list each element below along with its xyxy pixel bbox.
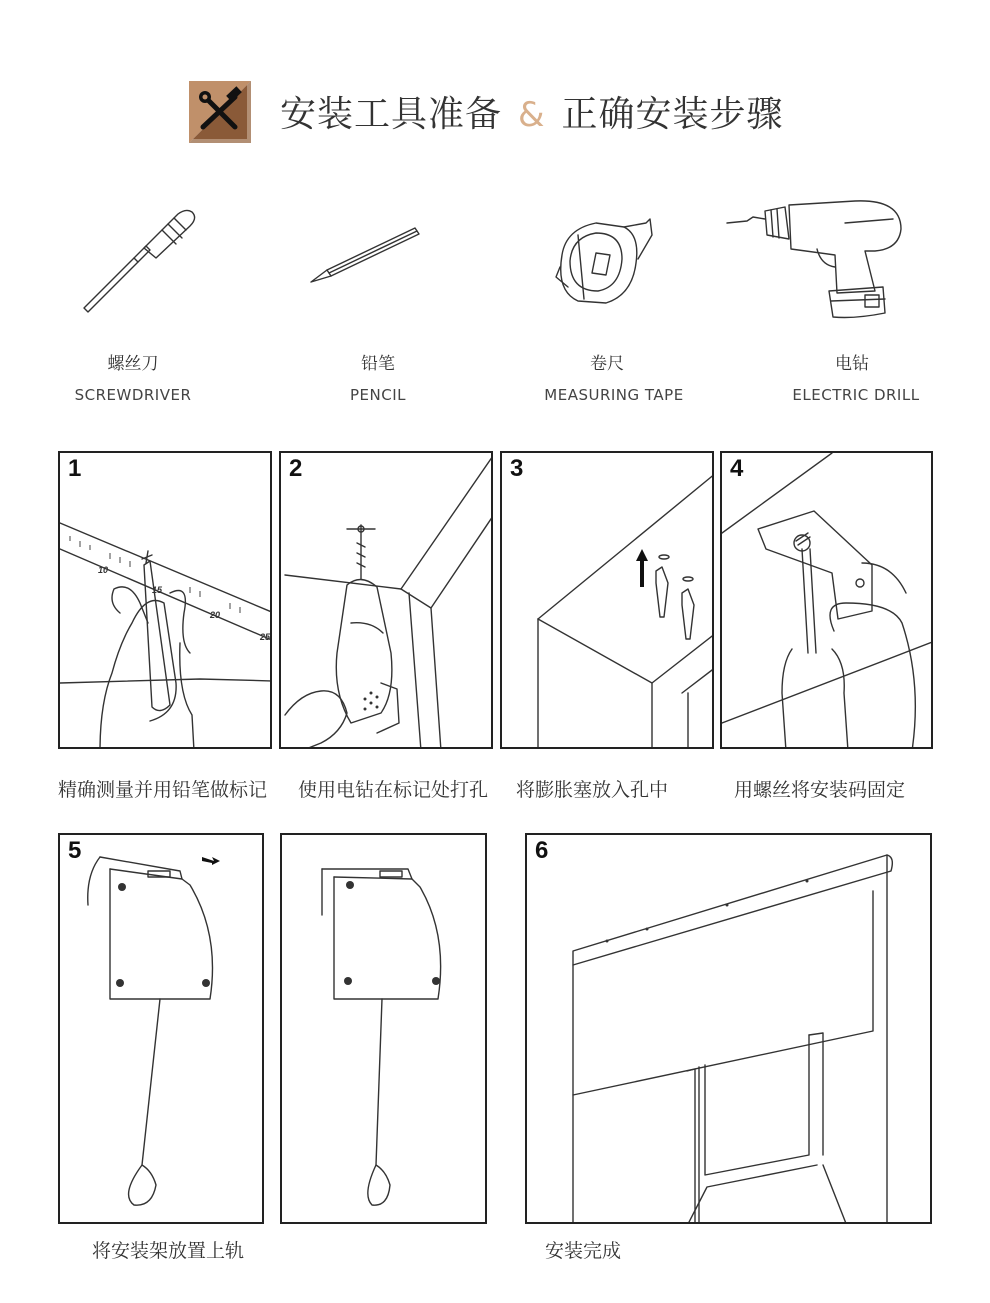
step-1-panel <box>58 451 272 749</box>
tool-label-en: SCREWDRIVER <box>74 386 192 404</box>
tool-label-cn: 螺丝刀 <box>107 354 159 374</box>
tool-label-en: ELECTRIC DRILL <box>792 386 920 404</box>
tool-label-cn: 电钻 <box>835 354 869 374</box>
title-tools-prep: 安装工具准备 <box>280 94 503 135</box>
step-number: 4 <box>730 455 744 482</box>
tools-header-icon <box>189 81 251 143</box>
step-3-panel <box>500 451 714 749</box>
step-5b-panel <box>280 833 487 1224</box>
step-2-panel <box>279 451 493 749</box>
tool-label-cn: 卷尺 <box>590 354 624 374</box>
ruler-mark: 15 <box>152 585 163 595</box>
screwdriver-icon <box>78 200 208 319</box>
step-caption: 安装完成 <box>545 1240 622 1262</box>
tool-label-en: MEASURING TAPE <box>544 386 684 404</box>
title-install-steps: 正确安装步骤 <box>561 94 784 135</box>
ruler-mark: 10 <box>98 565 109 575</box>
electric-drill-icon <box>725 195 910 329</box>
step-number: 5 <box>68 837 82 864</box>
step-4-panel <box>720 451 933 749</box>
tool-label-en: PENCIL <box>350 386 406 404</box>
measuring-tape-icon <box>548 215 663 314</box>
step-number: 1 <box>68 455 82 482</box>
step-caption: 使用电钻在标记处打孔 <box>298 779 489 801</box>
step-caption: 精确测量并用铅笔做标记 <box>58 779 268 801</box>
pencil-icon <box>305 220 425 294</box>
step-5-panel <box>58 833 264 1224</box>
ruler-mark: 25 <box>260 632 271 642</box>
step-caption: 用螺丝将安装码固定 <box>734 779 906 801</box>
page-title <box>280 86 784 137</box>
tool-label-cn: 铅笔 <box>361 354 395 374</box>
title-ampersand: & <box>518 95 546 135</box>
ruler-mark: 20 <box>210 610 221 620</box>
step-number: 6 <box>535 837 549 864</box>
step-caption: 将膨胀塞放入孔中 <box>516 779 669 801</box>
step-caption: 将安装架放置上轨 <box>92 1240 245 1262</box>
step-number: 2 <box>289 455 303 482</box>
step-number: 3 <box>510 455 524 482</box>
step-6-panel <box>525 833 932 1224</box>
